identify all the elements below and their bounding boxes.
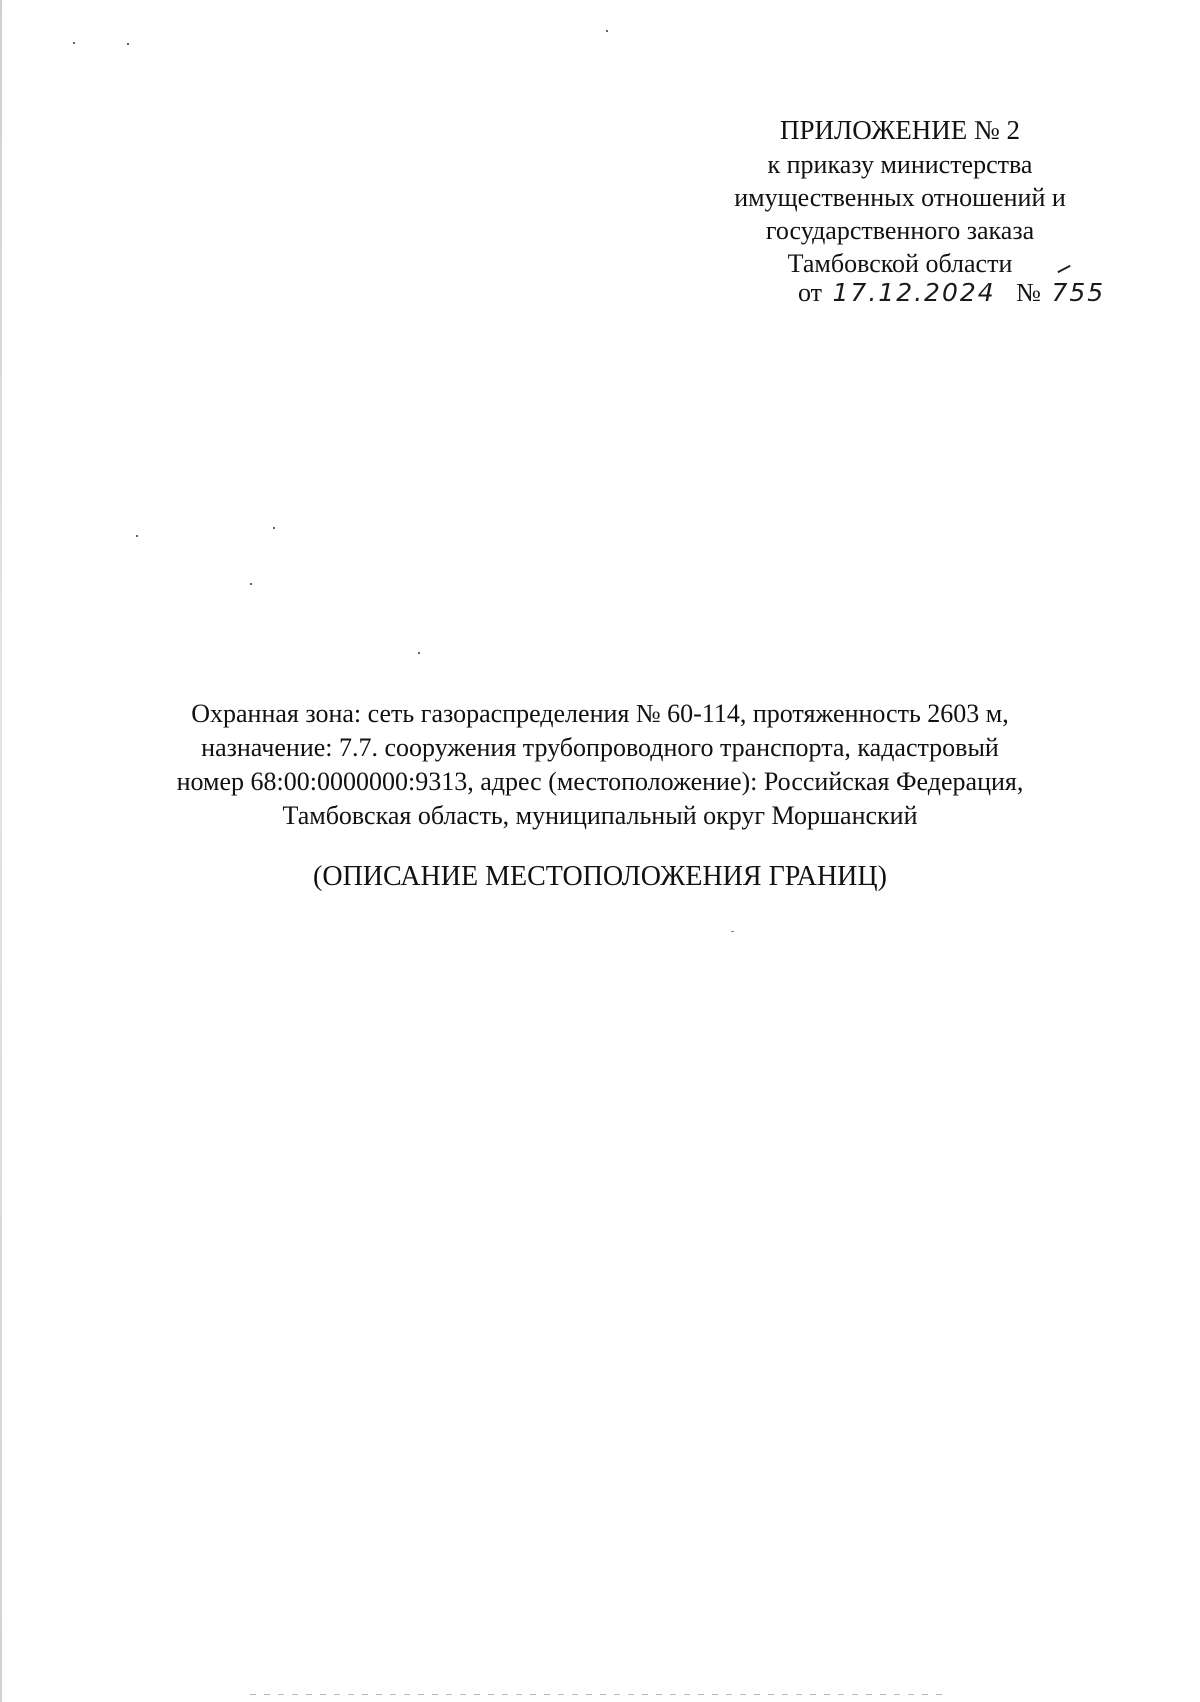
handwritten-order-number: 755 <box>1051 278 1106 307</box>
description-line: Тамбовская область, муниципальный округ Моршанский <box>282 801 918 830</box>
scan-speck <box>731 931 734 932</box>
handwritten-date: 17.12.2024 <box>832 278 996 307</box>
number-prefix: № <box>1016 278 1041 307</box>
description-line: назначение: 7.7. сооружения трубопроводного транспорта, кадастровый <box>201 733 999 762</box>
approval-line-procurement: государственного заказа <box>765 216 1035 245</box>
scan-speck <box>136 535 138 537</box>
scan-speck <box>250 583 252 585</box>
appendix-heading: ПРИЛОЖЕНИЕ № 2 <box>779 115 1021 145</box>
approval-line-ministry: имущественных отношений и <box>734 183 1066 212</box>
approval-line-order: к приказу министерства <box>767 150 1033 179</box>
scan-speck <box>127 43 129 45</box>
section-title: (ОПИСАНИЕ МЕСТОПОЛОЖЕНИЯ ГРАНИЦ) <box>313 861 887 892</box>
scan-speck <box>606 30 608 32</box>
scan-speck <box>418 652 420 654</box>
scan-speck <box>273 527 275 529</box>
description-line: Охранная зона: сеть газораспределения № 60-114, протяженность 2603 м, <box>191 699 1009 728</box>
protection-zone-description <box>150 697 1050 833</box>
order-date-line <box>798 276 1105 309</box>
scan-bottom-edge <box>250 1694 950 1695</box>
description-line: номер 68:00:0000000:9313, адрес (местоположение): Российская Федерация, <box>176 767 1024 796</box>
approval-block <box>700 114 1100 280</box>
date-prefix: от <box>798 278 823 307</box>
scan-speck <box>73 42 75 44</box>
scan-left-edge <box>0 0 2 1702</box>
approval-line-region: Тамбовской области <box>787 249 1013 278</box>
